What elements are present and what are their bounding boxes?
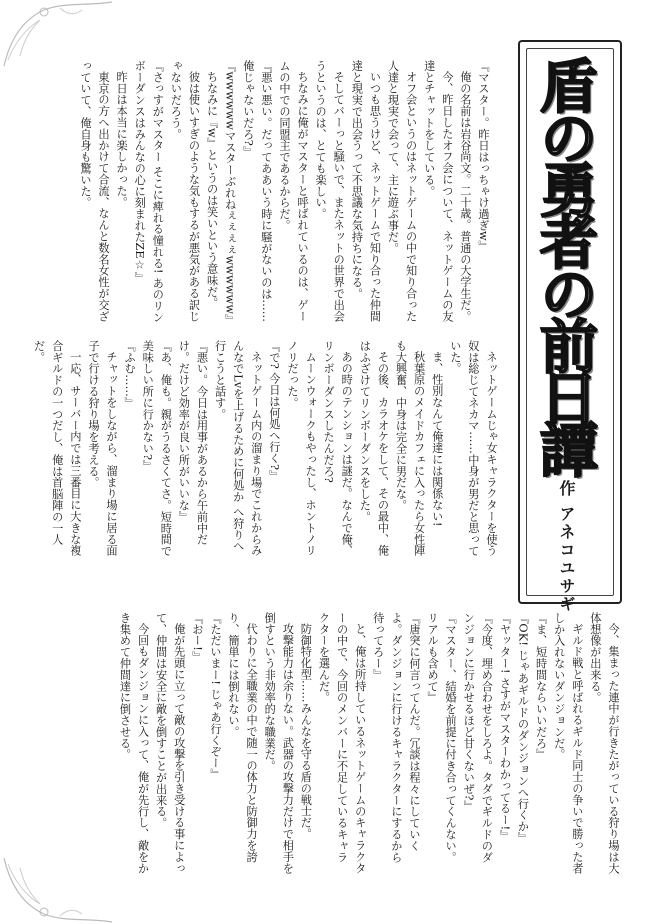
paragraph: 代わりに全職業の中で随一の体力と防御力を誇り、簡単には倒れない。 <box>227 612 259 863</box>
paragraph: ネットゲーム内の溜まり場でこれからみんなでLvを上げるために何処か へ狩りへ行こうと話す。 <box>213 340 263 557</box>
paragraph: 今回もダンジョンに入って、俺が先行し、敵をかき集めて仲間達に倒させる。 <box>118 612 150 874</box>
story-title: 盾の勇者の前日譚 <box>530 56 598 472</box>
paragraph: 『wwwwwwマスターぶれねぇぇぇぇwwwwww』 <box>223 60 237 326</box>
paragraph: 『OK! じゃあギルドのダンジョンへ行くか』 <box>516 612 530 844</box>
title-panel <box>518 40 622 614</box>
paragraph: 『マスター、結婚を前提に付き合ってくんない。リアルも含めて』 <box>426 612 458 863</box>
paragraph: あの時のテンションは謎だ。なんで俺、リンボーダンスしたんだろ? <box>322 340 354 557</box>
paragraph: ムーンウォークもやったし、ホントノリノリだった。 <box>285 340 318 557</box>
paragraph: 『さっすがマスター そこに痺れる憧れる! あのリンボーダンスはみんなの心に刻まれたZE☆』 <box>133 60 165 324</box>
paragraph: 防御特化型……みんなを守る盾の戦士だ。 <box>299 623 313 840</box>
paragraph: 昨日は本当に楽しかった。 <box>115 71 129 208</box>
author-byline: 作 アネコユサギ <box>557 480 576 614</box>
paragraph: 今、昨日したオフ会について、ネットゲームの友達とチャットをしている。 <box>422 60 454 322</box>
paragraph: 『悪い悪い。だってああいう時に騒がないのは……俺じゃないだろ?』 <box>241 60 273 323</box>
paragraph: ちなみに『w』というのは笑いという意味だ。 <box>205 71 219 309</box>
paragraph: 一応、サーバー内では三番目に大きな複合ギルドの一つだし、俺は首脳陣の一人だ。 <box>32 340 82 557</box>
paragraph: オフ会というのはネットゲームの中で知り合った人達と現実で会って、主に遊ぶ事だ。 <box>386 60 418 322</box>
paragraph: 『ただいまー! じゃあ行くぞー』 <box>208 612 222 781</box>
paragraph: 彼は使いすぎのような気もするが悪気がある訳じゃないだろう。 <box>169 60 201 322</box>
paragraph: 『あ、俺も。親がうるさくてさ。短時間で美味しい所に行かない?』 <box>141 340 173 557</box>
paragraph: 『唐突に何言ってんだ。冗談は程々にしていくよ。ダンジョンに行けるキャラクターにするから待ってろー』 <box>371 612 421 863</box>
paragraph: ま、性別なんて俺達には関係ない! <box>430 351 444 527</box>
text-block-top <box>64 60 492 324</box>
paragraph: 『ヤッター! さすがマスターわかってるー!』 <box>498 612 512 842</box>
paragraph: 『おー!』 <box>190 612 204 663</box>
paragraph: チャットをしながら、溜まり場に居る面子で行ける狩り場を考える。 <box>86 340 119 557</box>
paragraph: 攻撃能力は余りない。武器の攻撃力だけで相手を倒すという非効率的な職業だ。 <box>263 612 295 874</box>
paragraph: 俺が先頭に立って敵の攻撃を引き受ける事によって、仲間は安全に敵を倒すことが出来る。 <box>154 612 186 874</box>
paragraph: ギルド戦と呼ばれるギルド同士の争いで勝った者しか入れないダンジョンだ。 <box>552 612 584 874</box>
paragraph: ネットゲームじゃ女キャラクターを使う奴は総じてネカマ……中身が男だと思っていた。 <box>448 340 498 557</box>
paragraph: と、俺は所持しているネットゲームのキャラクターの中で、今回のメンバーに不足しているキャラクターを選んだ。 <box>317 612 367 874</box>
paragraph: 『ま、短時間ならいいだろ』 <box>534 612 548 761</box>
paragraph: 『今度、埋め合わせをしろよ。タダでギルドのダンジョンに行かせるほど甘くないぜ?』 <box>462 612 494 863</box>
paragraph: いつも思うけど、ネットゲームで知り合った仲間達と現実で出会うって不思議な気持ちになる。 <box>350 60 382 322</box>
paragraph: そしてバーっと騒いで、またネットの世界で出会うというのは、とても楽しい。 <box>314 60 346 322</box>
text-block-bottom <box>42 612 622 874</box>
paragraph: その後、カラオケをして、その最中、俺はふざけてリンボーダンスをした。 <box>358 340 390 557</box>
paragraph: 俺の名前は岩谷尚文。二十歳。普通の大学生だ。 <box>458 71 472 322</box>
paragraph: 東京の方へ出かけて合流、なんと数名女性が交ざっていて、俺自身も驚いた。 <box>78 60 111 322</box>
paragraph: 『悪い。今日は用事があるから午前中だけ。だけど効率が良い所がいいな』 <box>177 340 209 546</box>
paragraph: 秋葉原のメイドカフェに入ったら女性陣も大興奮、中身は完全に男だな。 <box>394 340 426 557</box>
paragraph: 今、集まった連中が行きたがっている狩り場は大体想像が出来る。 <box>588 612 620 874</box>
paragraph: 『マスター。昨日はっちゃけ過ぎw』 <box>477 60 490 253</box>
paragraph: 『で? 今日は何処へ行く?』 <box>267 340 281 482</box>
paragraph: ちなみに俺がマスターと呼ばれているのは、ゲームの中での同盟主であるからだ。 <box>277 60 310 322</box>
paragraph: 『ふむ……』 <box>123 340 137 409</box>
text-block-middle <box>32 340 500 562</box>
